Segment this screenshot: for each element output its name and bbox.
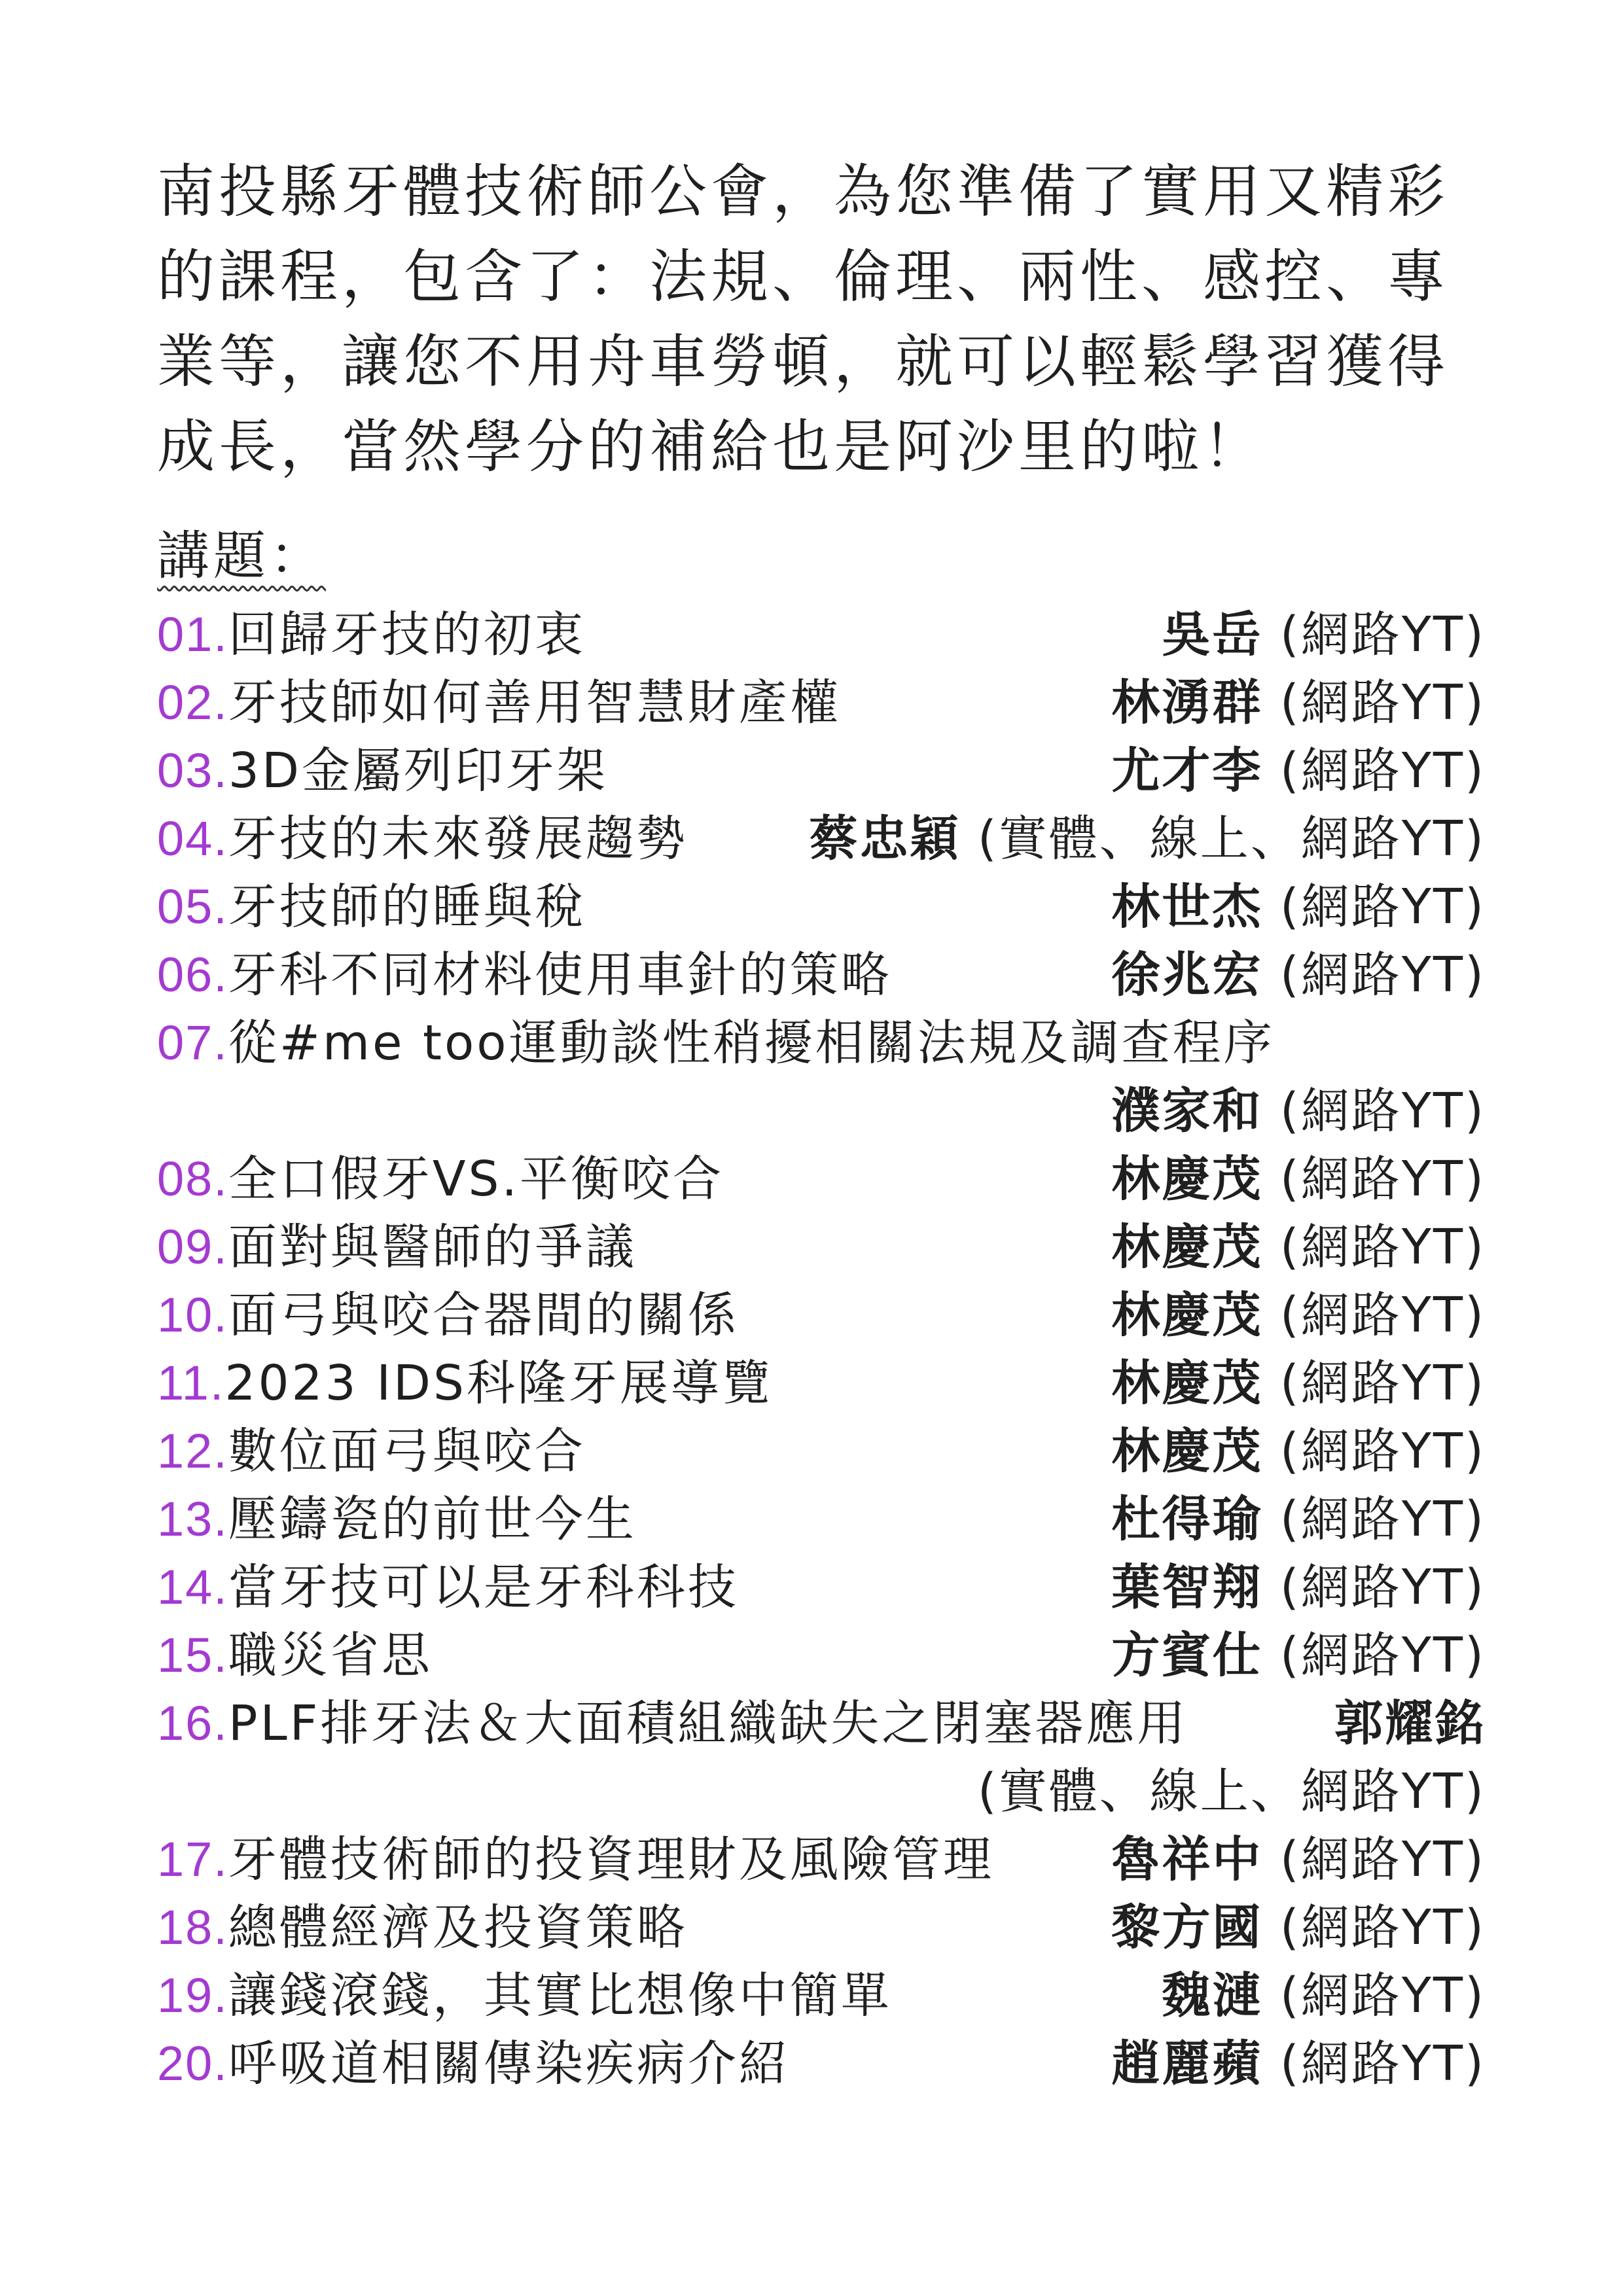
speaker-info: [1111, 1826, 1486, 1894]
delivery-mode: (網路YT): [1262, 1423, 1486, 1479]
topic-row: [157, 669, 1486, 737]
speaker-name: 尤才李: [1111, 743, 1263, 799]
topic-title: 從#me too運動談性稍擾相關法規及調查程序: [228, 1015, 1275, 1071]
speaker-info: [1162, 1962, 1486, 2030]
topic-row: [157, 1349, 1486, 1417]
delivery-mode: (網路YT): [1262, 1219, 1486, 1275]
speaker-name: 葉智翔: [1111, 1559, 1263, 1616]
speaker-name: 吳岳: [1162, 607, 1263, 663]
speaker-info: [1334, 1689, 1486, 1757]
topic-number: 09.: [157, 1220, 228, 1274]
topic-row: [157, 1826, 1486, 1894]
speaker-name: 方賓仕: [1111, 1627, 1263, 1684]
topic-title: 牙技師的睡與稅: [228, 879, 586, 935]
speaker-name: 林慶茂: [1111, 1287, 1263, 1343]
delivery-mode: (網路YT): [1262, 1627, 1486, 1684]
speaker-name: 濮家和: [1111, 1083, 1263, 1139]
speaker-name: 徐兆宏: [1111, 947, 1263, 1003]
delivery-mode: (網路YT): [1262, 1287, 1486, 1343]
intro-line: 南投縣牙體技術師公會，為您準備了實用又精彩: [157, 158, 1450, 225]
speaker-name: 林慶茂: [1111, 1151, 1263, 1207]
topic-title: 2023 IDS科隆牙展導覽: [224, 1355, 774, 1411]
delivery-mode: (網路YT): [1262, 1491, 1486, 1547]
topic-row: [157, 2030, 1486, 2098]
topic-number: 11.: [157, 1356, 225, 1410]
speaker-info: [978, 1757, 1486, 1826]
intro-paragraph: [157, 149, 1486, 489]
topic-row: [157, 1553, 1486, 1621]
topic-number: 13.: [157, 1492, 228, 1546]
topic-number: 01.: [157, 607, 228, 662]
topic-number: 17.: [157, 1832, 228, 1886]
delivery-mode: (網路YT): [1262, 1831, 1486, 1888]
delivery-mode: (網路YT): [1262, 675, 1486, 731]
delivery-mode: (網路YT): [1262, 1083, 1486, 1139]
topic-row: [157, 1689, 1486, 1757]
topic-number: 03.: [157, 743, 228, 798]
speaker-name: 魏漣: [1162, 1968, 1263, 2024]
topic-row: [157, 805, 1486, 873]
speaker-name: 黎方國: [1111, 1899, 1263, 1956]
speaker-info: [1111, 669, 1486, 737]
delivery-mode: (網路YT): [1262, 2036, 1486, 2092]
speaker-info: [1111, 737, 1486, 805]
topic-title: 牙體技術師的投資理財及風險管理: [228, 1831, 994, 1888]
delivery-mode: (網路YT): [1262, 1355, 1486, 1411]
speaker-info: [1111, 1213, 1486, 1281]
topic-row: [157, 1894, 1486, 1962]
topic-title: 數位面弓與咬合: [228, 1423, 586, 1479]
delivery-mode: (網路YT): [1262, 607, 1486, 663]
delivery-mode: (網路YT): [1262, 947, 1486, 1003]
intro-line: 的課程，包含了：法規、倫理、兩性、感控、專: [157, 243, 1450, 310]
speaker-info: [1111, 2030, 1486, 2098]
speaker-name: 林慶茂: [1111, 1355, 1263, 1411]
speaker-name: 魯祥中: [1111, 1831, 1263, 1888]
topic-number: 16.: [157, 1696, 228, 1750]
speaker-name: 郭耀銘: [1334, 1695, 1486, 1752]
speaker-info: [1111, 1894, 1486, 1962]
intro-line: 成長，當然學分的補給也是阿沙里的啦！: [157, 413, 1265, 480]
topic-title: 牙技師如何善用智慧財產權: [228, 675, 841, 731]
speaker-info: [1111, 1485, 1486, 1553]
topic-row-continuation: [157, 1757, 1486, 1826]
topic-number: 20.: [157, 2036, 228, 2091]
topic-title: 牙技的未來發展趨勢: [228, 811, 688, 867]
delivery-mode: (網路YT): [1262, 1968, 1486, 2024]
speaker-info: [1111, 873, 1486, 941]
topic-title: 面對與醫師的爭議: [228, 1219, 637, 1275]
topic-row: [157, 1962, 1486, 2030]
topic-row: [157, 1417, 1486, 1485]
speaker-name: 蔡忠穎: [809, 811, 961, 867]
topic-row: [157, 941, 1486, 1009]
topic-title: 讓錢滾錢，其實比想像中簡單: [228, 1968, 892, 2024]
speaker-name: 趙麗蘋: [1111, 2036, 1263, 2092]
speaker-name: 杜得瑜: [1111, 1491, 1263, 1547]
speaker-info: [1111, 941, 1486, 1009]
topic-title: 當牙技可以是牙科科技: [228, 1559, 739, 1616]
speaker-info: [1111, 1077, 1486, 1145]
topic-title: 3D金屬列印牙架: [228, 743, 608, 799]
topics-heading: 講題：: [157, 525, 326, 586]
speaker-info: [809, 805, 1486, 873]
topic-title: 牙科不同材料使用車針的策略: [228, 947, 892, 1003]
speaker-info: [1111, 1621, 1486, 1689]
speaker-info: [1162, 601, 1486, 669]
topic-number: 10.: [157, 1288, 228, 1342]
topic-number: 07.: [157, 1016, 228, 1070]
speaker-info: [1111, 1281, 1486, 1349]
delivery-mode: (實體、線上、網路YT): [960, 811, 1486, 867]
topic-row: [157, 601, 1486, 669]
topic-row: [157, 1485, 1486, 1553]
topic-number: 14.: [157, 1560, 228, 1614]
delivery-mode: (網路YT): [1262, 743, 1486, 799]
speaker-name: 林湧群: [1111, 675, 1263, 731]
speaker-name: 林世杰: [1111, 879, 1263, 935]
topic-number: 15.: [157, 1628, 228, 1682]
speaker-name: 林慶茂: [1111, 1219, 1263, 1275]
delivery-mode: (網路YT): [1262, 1899, 1486, 1956]
speaker-info: [1111, 1553, 1486, 1621]
topic-title: 面弓與咬合器間的關係: [228, 1287, 739, 1343]
intro-line: 業等，讓您不用舟車勞頓，就可以輕鬆學習獲得: [157, 328, 1450, 395]
topic-number: 08.: [157, 1152, 228, 1206]
speaker-info: [1111, 1417, 1486, 1485]
topic-title: 職災省思: [228, 1627, 433, 1684]
topic-row: [157, 873, 1486, 941]
topic-title: 總體經濟及投資策略: [228, 1899, 688, 1956]
topic-number: 04.: [157, 811, 228, 866]
topic-title: 呼吸道相關傳染疾病介紹: [228, 2036, 790, 2092]
delivery-mode: (實體、線上、網路YT): [977, 1763, 1486, 1820]
topic-title: 全口假牙VS.平衡咬合: [228, 1151, 724, 1207]
topic-title: 回歸牙技的初衷: [228, 607, 586, 663]
delivery-mode: (網路YT): [1262, 1559, 1486, 1616]
topic-row-continuation: [157, 1077, 1486, 1145]
topic-row: [157, 737, 1486, 805]
topic-title: PLF排牙法＆大面積組織缺失之閉塞器應用: [228, 1695, 1188, 1752]
topic-number: 05.: [157, 879, 228, 934]
topic-row: [157, 1621, 1486, 1689]
topic-row: [157, 1145, 1486, 1213]
speaker-info: [1111, 1145, 1486, 1213]
delivery-mode: (網路YT): [1262, 879, 1486, 935]
delivery-mode: (網路YT): [1262, 1151, 1486, 1207]
topic-list: [157, 601, 1486, 2098]
topic-number: 02.: [157, 675, 228, 730]
topic-row: [157, 1009, 1486, 1077]
topic-row: [157, 1213, 1486, 1281]
speaker-name: 林慶茂: [1111, 1423, 1263, 1479]
speaker-info: [1111, 1349, 1486, 1417]
topic-row: [157, 1281, 1486, 1349]
topic-number: 19.: [157, 1968, 228, 2022]
topic-number: 12.: [157, 1424, 228, 1478]
topic-number: 18.: [157, 1900, 228, 1954]
topic-title: 壓鑄瓷的前世今生: [228, 1491, 637, 1547]
topic-number: 06.: [157, 947, 228, 1002]
